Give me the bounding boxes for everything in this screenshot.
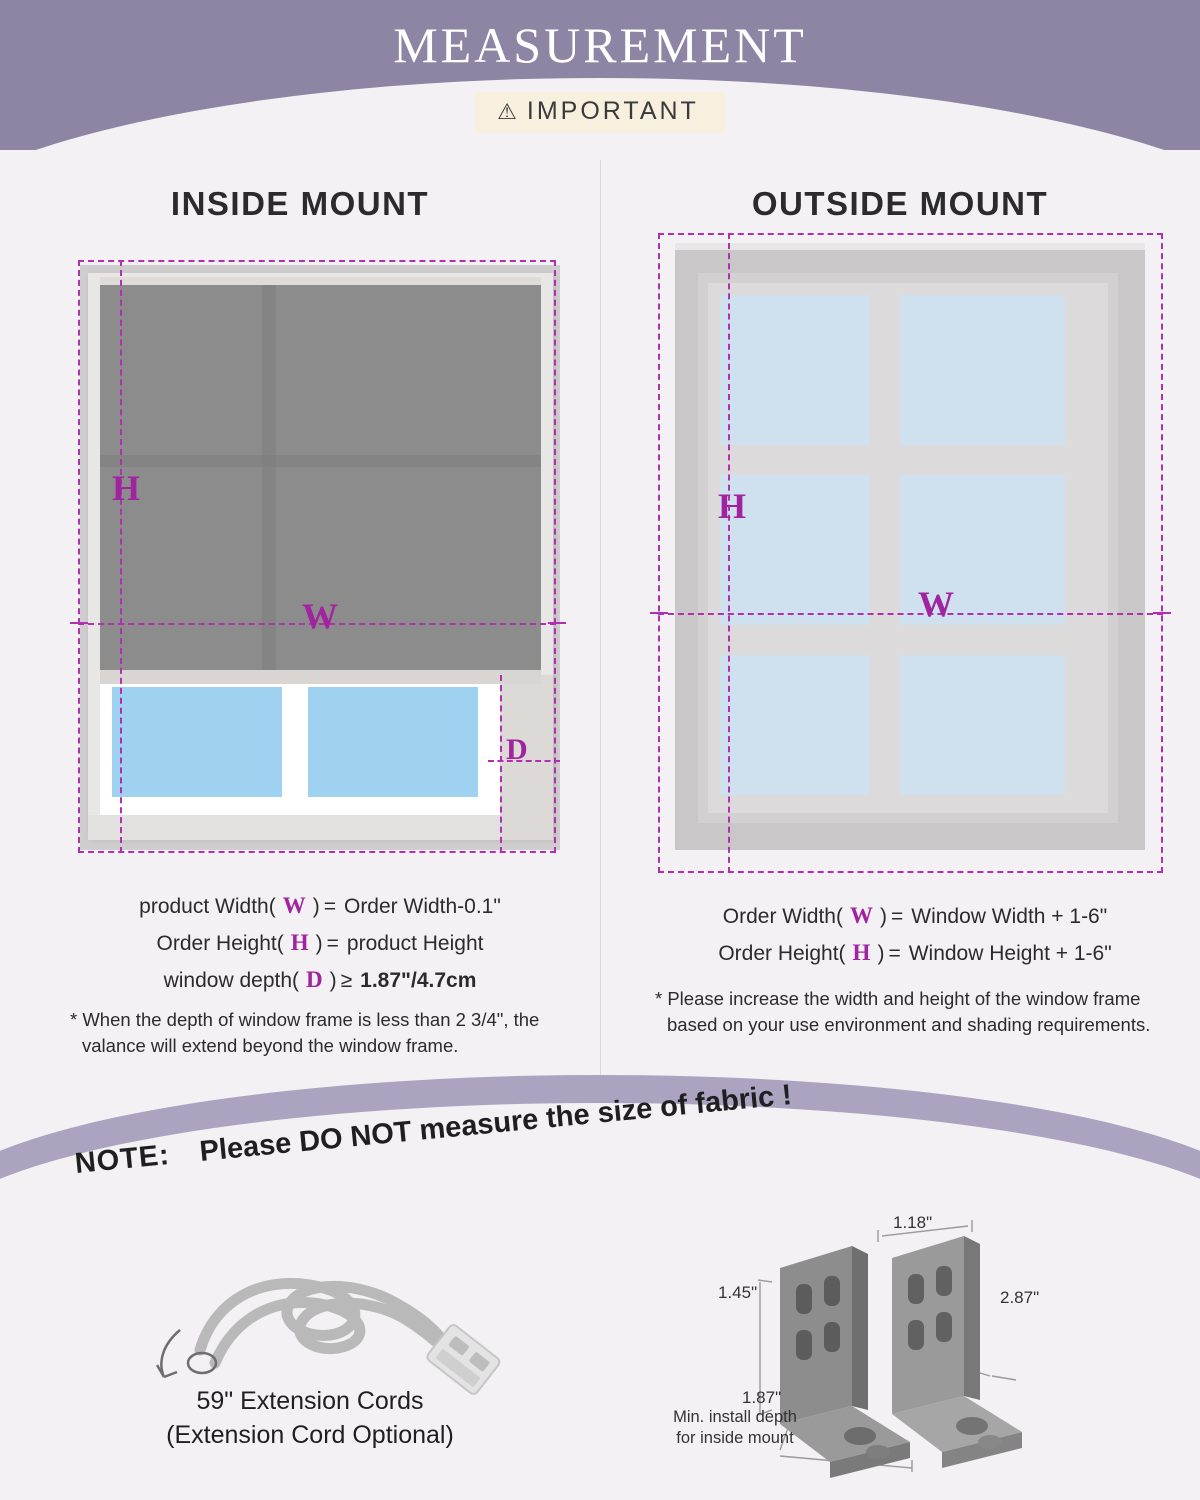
note-banner-lead: NOTE: bbox=[73, 1138, 172, 1180]
important-badge bbox=[475, 92, 725, 133]
outside-width-label: W bbox=[918, 584, 954, 624]
spec-row bbox=[70, 967, 570, 993]
spec-label: Order Height bbox=[718, 942, 839, 965]
overall-measure-rect bbox=[78, 260, 556, 853]
outside-mount-title: OUTSIDE MOUNT bbox=[751, 185, 1049, 222]
bracket-dim-bottom: 1.87" bbox=[742, 1388, 782, 1407]
outside-height-measure-line bbox=[728, 233, 730, 873]
spec-value: 1.87"/4.7cm bbox=[360, 969, 477, 992]
inside-mount-title: INSIDE MOUNT bbox=[170, 185, 430, 222]
outside-mount-diagram bbox=[650, 225, 1170, 885]
important-badge-label: IMPORTANT bbox=[526, 97, 699, 125]
depth-measure-line bbox=[500, 675, 502, 853]
outside-measure-rect bbox=[658, 233, 1163, 873]
spec-value: Window Width + 1-6" bbox=[911, 905, 1108, 928]
page-title: MEASUREMENT bbox=[393, 17, 807, 73]
spec-row bbox=[70, 930, 570, 956]
min-install-depth-caption bbox=[630, 1407, 840, 1450]
outside-measure-cap-left bbox=[650, 612, 668, 614]
inside-mount-note: * When the depth of window frame is less than 2 3/4", the valance will extend beyond the window frame. bbox=[70, 1009, 540, 1057]
spec-label: window depth bbox=[163, 969, 293, 992]
spec-value: Window Height + 1-6" bbox=[908, 942, 1112, 965]
inside-mount-specs bbox=[70, 893, 570, 1060]
inside-depth-label: D bbox=[506, 733, 528, 766]
measure-cap-left bbox=[70, 622, 88, 624]
spec-row bbox=[655, 903, 1175, 929]
min-depth-line2: for inside mount bbox=[676, 1429, 794, 1448]
outside-mount-note: * Please increase the width and height of the window frame based on your use environment and shading requirements. bbox=[655, 988, 1151, 1036]
measure-cap-right bbox=[548, 622, 566, 624]
spec-label: product Width bbox=[139, 895, 269, 918]
note-banner-text: Please DO NOT measure the size of fabric ! bbox=[198, 1079, 794, 1168]
spec-equals: = bbox=[888, 942, 901, 965]
spec-symbol: H bbox=[852, 940, 871, 965]
spec-equals: ≥ bbox=[340, 969, 353, 992]
min-depth-line1: Min. install depth bbox=[673, 1408, 797, 1426]
spec-label: Order Height bbox=[156, 932, 277, 955]
spec-symbol: W bbox=[282, 893, 306, 918]
warning-triangle-icon: ⚠ bbox=[497, 98, 517, 124]
paren-open: ( bbox=[276, 932, 284, 955]
outside-width-measure-line bbox=[658, 613, 1163, 615]
inside-width-label: W bbox=[302, 596, 338, 636]
spec-value: Order Width-0.1" bbox=[343, 895, 501, 918]
paren-open: ( bbox=[835, 905, 843, 928]
bracket-dim-right: 2.87" bbox=[1000, 1288, 1040, 1307]
spec-row bbox=[655, 940, 1175, 966]
cord-caption-line2: (Extension Cord Optional) bbox=[166, 1420, 454, 1449]
spec-row bbox=[70, 893, 570, 919]
outside-measure-cap-right bbox=[1153, 612, 1171, 614]
paren-close: ) bbox=[877, 942, 885, 965]
paren-close: ) bbox=[879, 905, 887, 928]
paren-close: ) bbox=[329, 969, 337, 992]
spec-equals: = bbox=[323, 895, 336, 918]
extension-cord-caption bbox=[100, 1385, 520, 1453]
bracket-dim-left: 1.45" bbox=[718, 1283, 758, 1302]
spec-value: product Height bbox=[346, 932, 484, 955]
spec-equals: = bbox=[890, 905, 904, 928]
height-measure-line bbox=[120, 260, 122, 853]
paren-open: ( bbox=[292, 969, 300, 992]
paren-open: ( bbox=[268, 895, 276, 918]
spec-symbol: H bbox=[290, 930, 309, 955]
spec-symbol: W bbox=[849, 903, 873, 928]
column-divider bbox=[600, 160, 601, 1150]
paren-close: ) bbox=[315, 932, 323, 955]
spec-symbol: D bbox=[306, 967, 323, 992]
inside-mount-diagram bbox=[70, 255, 570, 875]
spec-equals: = bbox=[326, 932, 339, 955]
cord-caption-line1: 59" Extension Cords bbox=[196, 1387, 424, 1415]
spec-label: Order Width bbox=[722, 905, 836, 928]
bracket-dim-top: 1.18" bbox=[893, 1213, 933, 1232]
outside-height-label: H bbox=[718, 486, 747, 526]
paren-open: ( bbox=[838, 942, 846, 965]
outside-mount-specs bbox=[655, 903, 1175, 1039]
paren-close: ) bbox=[312, 895, 320, 918]
inside-height-label: H bbox=[112, 468, 141, 508]
